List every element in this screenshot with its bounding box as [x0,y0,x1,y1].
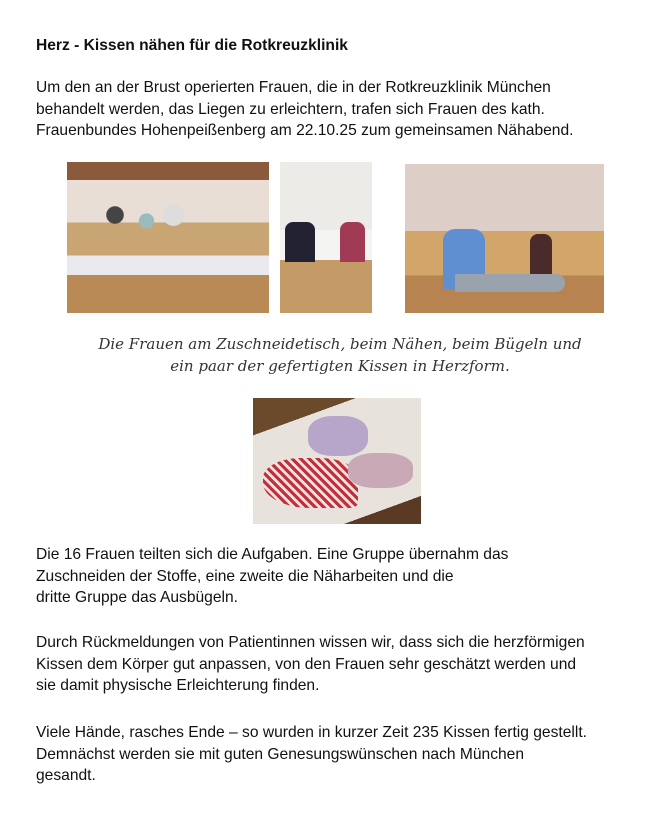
photo-ironing [405,164,604,313]
text-line: Zuschneiden der Stoffe, eine zweite die Näharbeiten und die [36,567,454,585]
caption-line: ein paar der gefertigten Kissen in Herzform. [170,357,510,375]
text-line: Frauenbundes Hohenpeißenberg am 22.10.25 zum gemeinsamen Nähabend. [36,122,574,139]
caption-line: Die Frauen am Zuschneidetisch, beim Nähen, beim Bügeln und [98,335,582,353]
intro-paragraph [36,77,573,142]
photo-cutting-table [67,162,269,313]
text-line: Um den an der Brust operierten Frauen, die in der Rotkreuzklinik München [36,79,551,96]
text-line: gesandt. [36,767,96,784]
text-line: Viele Hände, rasches Ende – so wurden in kurzer Zeit 235 Kissen fertig gestellt. [36,724,587,741]
text-line: Kissen dem Körper gut anpassen, von den Frauen sehr geschätzt werden und [36,655,577,673]
text-line: sie damit physische Erleichterung finden. [36,677,320,694]
text-line: Demnächst werden sie mit guten Genesungswünschen nach München [36,745,525,763]
paragraph-result [36,722,587,787]
paragraph-feedback [36,632,585,697]
text-line: dritte Gruppe das Ausbügeln. [36,589,238,606]
paragraph-tasks [36,544,508,609]
document-title: Herz - Kissen nähen für die Rotkreuzklinik [36,37,348,54]
text-line: Die 16 Frauen teilten sich die Aufgaben. Eine Gruppe übernahm das [36,546,509,563]
text-line: Durch Rückmeldungen von Patientinnen wissen wir, dass sich die herzförmigen [36,634,585,651]
photo-caption [60,333,620,377]
text-line: behandelt werden, das Liegen zu erleichtern, trafen sich Frauen des kath. [36,100,545,118]
photo-heart-pillows [253,398,421,524]
photo-sewing [280,162,372,313]
